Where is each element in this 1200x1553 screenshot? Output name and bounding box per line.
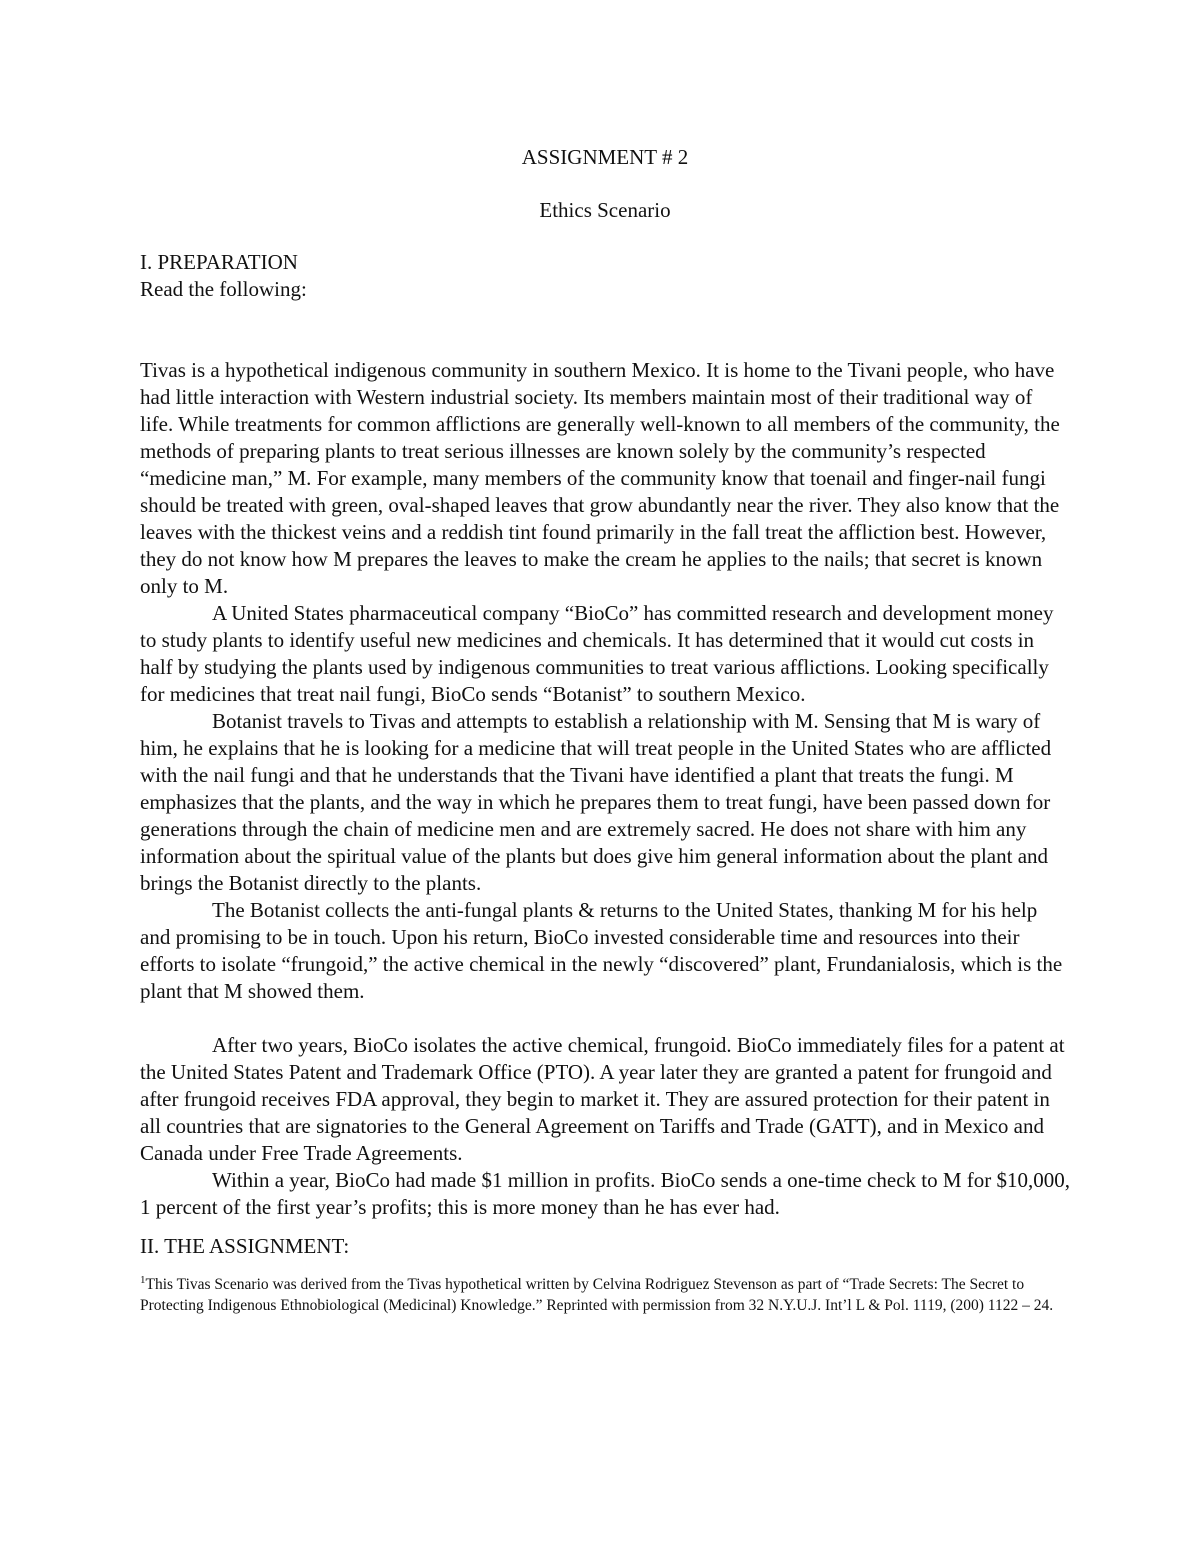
- paragraph-profits: Within a year, BioCo had made $1 million in profits. BioCo sends a one-time check to M for $10,000, 1 percent of the first year’s profits; this is more money than he has ever had.: [140, 1168, 1071, 1219]
- paragraph-botanist: Botanist travels to Tivas and attempts to establish a relationship with M. Sensing that M is wary of him, he explains that he is looking for a medicine that will treat people in the United States who are afflicted with the nail fungi and that he understands that the Tivani have identified a plant that treats the fungi. M emphasizes that the plants, and the way in which he prepares them to treat fungi, have been passed down for generations through the chain of medicine men and are extremely sacred. He does not share with him any information about the spiritual value of the plants but does give him general information about the plant and brings the Botanist directly to the plants.: [140, 709, 1052, 895]
- spacer: [140, 303, 1070, 357]
- paragraph-tivas: Tivas is a hypothetical indigenous community in southern Mexico. It is home to the Tivani people, who have had little interaction with Western industrial society. Its members maintain most of their traditional way of life. While treatments for common afflictions are generally well-known to all members of the community, the methods of preparing plants to treat serious illnesses are known solely by the community’s respected “medicine man,” M. For example, many members of the community know that toenail and finger-nail fungi should be treated with green, oval-shaped leaves that grow abundantly near the river. They also know that the leaves with the thickest veins and a reddish tint found primarily in the fall treat the affliction best. However, they do not know how M prepares the leaves to make the cream he applies to the nails; that secret is known only to M.: [140, 358, 1060, 598]
- paragraph-bioco: A United States pharmaceutical company “BioCo” has committed research and development money to study plants to identify useful new medicines and chemicals. It has determined that it would cut costs in half by studying the plants used by indigenous communities to treat various afflictions. Looking specifically for medicines that treat nail fungi, BioCo sends “Botanist” to southern Mexico.: [140, 601, 1054, 706]
- page-subtitle: Ethics Scenario: [539, 198, 671, 222]
- section-heading-assignment: II. THE ASSIGNMENT:: [140, 1234, 350, 1258]
- footnote-text: This Tivas Scenario was derived from the Tivas hypothetical written by Celvina Rodriguez Stevenson as part of “Trade Secrets: The Secret to Protecting Indigenous Ethnobiological (Medicinal) Knowledge.” Reprinted with permission from 32 N.Y.U.J. Int’l L & Pol. 1119, (200) 1122 – 24.: [140, 1276, 1054, 1314]
- spacer: [140, 1005, 1070, 1032]
- footnote: [140, 1274, 1070, 1316]
- page-title: ASSIGNMENT # 2: [521, 145, 689, 169]
- section-intro: Read the following:: [140, 277, 307, 301]
- document-body: [140, 144, 1070, 1316]
- footnote-marker: 1: [140, 1273, 146, 1286]
- section-heading-preparation: I. PREPARATION: [140, 250, 298, 274]
- paragraph-patent: After two years, BioCo isolates the active chemical, frungoid. BioCo immediately files for a patent at the United States Patent and Trademark Office (PTO). A year later they are granted a patent for frungoid and after frungoid receives FDA approval, they begin to market it. They are assured protection for their patent in all countries that are signatories to the General Agreement on Tariffs and Trade (GATT), and in Mexico and Canada under Free Trade Agreements.: [140, 1033, 1065, 1165]
- paragraph-collection: The Botanist collects the anti-fungal plants & returns to the United States, thanking M for his help and promising to be in touch. Upon his return, BioCo invested considerable time and resources into their efforts to isolate “frungoid,” the active chemical in the newly “discovered” plant, Frundanialosis, which is the plant that M showed them.: [140, 898, 1063, 1003]
